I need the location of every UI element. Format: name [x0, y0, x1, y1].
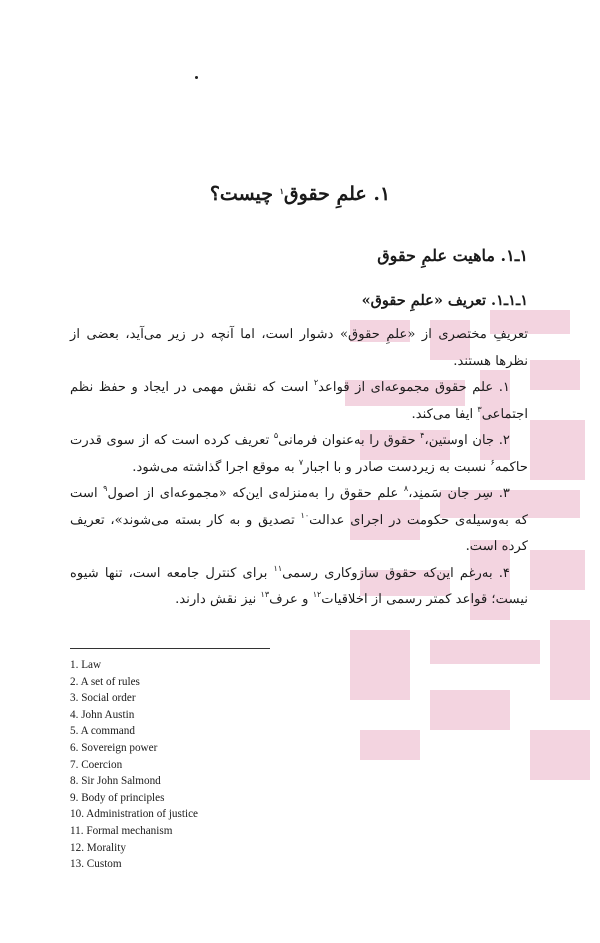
footnote-marker: ۱۰ [300, 510, 310, 520]
item-text: ایفا می‌کند. [411, 406, 478, 422]
intro-paragraph: تعریفِ مختصری از «علمِ حقوق» دشوار است، اما آنچه در زیر می‌آید، بعضی از نظرها هستند. [70, 327, 528, 369]
footnote-item: 13. Custom [70, 858, 122, 871]
footnote-marker: ۴ [420, 431, 425, 440]
footnotes [70, 657, 370, 873]
definition-list [70, 375, 528, 614]
footnote-marker: ۵ [273, 431, 279, 440]
definition-item [70, 481, 528, 561]
footnote-item: 8. Sir John Salmond [70, 775, 161, 788]
footnote-item: 2. A set of rules [70, 675, 140, 688]
footnote-rule [70, 648, 270, 649]
item-text: است که نقش مهمی در ایجاد و حفظ نظم اجتماعی [70, 380, 528, 422]
ink-speck [195, 76, 198, 79]
footnote-marker: ۱۱ [273, 563, 283, 573]
body-text [70, 322, 528, 614]
footnote-item: 9. Body of principles [70, 791, 165, 804]
item-text: برای کنترل جامعه است، تنها شیوه نیست؛ قواعد کمتر رسمی از اخلاقیات [70, 565, 528, 607]
footnote-item: 1. Law [70, 659, 102, 671]
footnote-marker: ۸ [403, 484, 409, 493]
footnote-item: 4. John Austin [70, 708, 135, 721]
item-text: ۱. علم حقوق مجموعه‌ای از قواعد [318, 380, 510, 395]
footnote-item: 5. A command [70, 725, 135, 738]
footnote-marker: ۹ [103, 484, 108, 493]
footnote-marker: ۶ [490, 457, 495, 467]
footnote-item: 12. Morality [70, 841, 126, 854]
section-heading: ۱ـ۱. ماهیت علمِ حقوق [377, 246, 528, 265]
item-text: نسبت به زیردست صادر و با اجبار [303, 459, 491, 475]
footnote-marker: ۷ [298, 457, 304, 467]
item-text: علم حقوق را به‌منزله‌ی این‌که «مجموعه‌ای از اصول [107, 486, 404, 501]
definition-item [70, 561, 528, 614]
footnote-item: 11. Formal mechanism [70, 824, 173, 837]
item-text: است که به‌وسیله‌ی حکومت در اجرای عدالت [70, 486, 528, 528]
footnote-marker: ۱۲ [312, 590, 322, 599]
item-text: به موقع اجرا گذاشته می‌شود. [132, 459, 299, 475]
footnote-marker: ۳ [477, 404, 482, 414]
item-text: و عرف [269, 592, 313, 607]
item-text: ۲. جان اوستین، [424, 433, 510, 448]
chapter-title: ۱. علمِ حقوق$^۱$ چیست؟ [209, 183, 391, 205]
footnote-item: 7. Coercion [70, 758, 123, 771]
item-text: حقوق را به‌عنوان فرمانی [278, 433, 421, 448]
item-text: تصدیق و به کار بسته می‌شوند»، تعریف کرده است. [70, 512, 528, 554]
subsection-heading: ۱ـ۱ـ۱. تعریف «علمِ حقوق» [361, 292, 528, 309]
definition-item [70, 428, 528, 481]
definition-item [70, 375, 528, 428]
footnote-item: 6. Sovereign power [70, 741, 158, 754]
footnote-marker: ۱۳ [260, 590, 270, 599]
footnote-item: 10. Administration of justice [70, 808, 199, 821]
item-text: نیز نقش دارند. [175, 592, 261, 607]
item-text: ۳. سِر جان سَمنِد، [408, 486, 511, 501]
footnote-item: 3. Social order [70, 692, 136, 705]
footnote-marker: ۲ [313, 378, 319, 387]
item-text: تعریف کرده است که از سوی قدرت حاکمه [70, 433, 528, 475]
item-text: ۴. به‌رغم این‌که حقوق سازوکاری رسمی [282, 565, 510, 581]
